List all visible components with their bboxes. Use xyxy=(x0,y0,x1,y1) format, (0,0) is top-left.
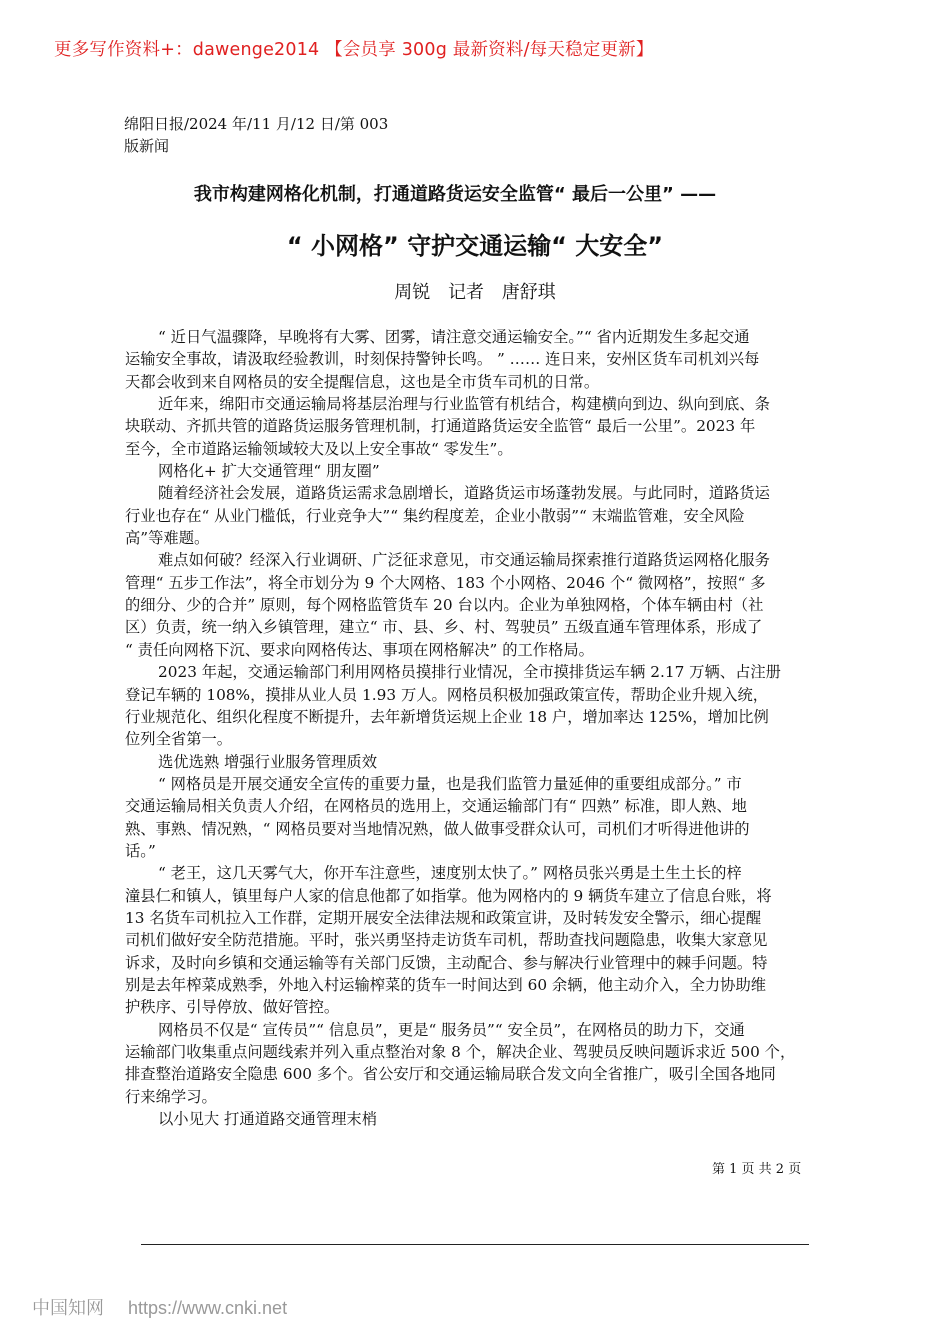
text-line: 随着经济社会发展，道路货运需求急剧增长，道路货运市场蓬勃发展。与此同时，道路货运 xyxy=(158,484,770,503)
text-line: 2023 年起，交通运输部门利用网格员摸排行业情况，全市摸排货运车辆 2.17 万辆、占注册 xyxy=(158,663,781,682)
watermark-brand: 中国知网 xyxy=(32,1298,104,1318)
source-line: 绵阳日报/2024 年/11 月/12 日/第 003 xyxy=(124,115,389,133)
paragraph xyxy=(125,326,837,393)
text-line: 位列全省第一。 xyxy=(125,730,233,749)
article-body xyxy=(125,326,837,1130)
text-line: 选优选熟 增强行业服务管理质效 xyxy=(158,752,378,771)
paragraph xyxy=(125,393,837,460)
article-title: “ 小网格” 守护交通运输“ 大安全” xyxy=(286,232,664,260)
text-line: “ 责任向网格下沉、要求向网格传达、事项在网格解决” 的工作格局。 xyxy=(125,640,594,659)
text-line: 运输部门收集重点问题线索并列入重点整治对象 8 个，解决企业、驾驶员反映问题诉求近 500 个， xyxy=(125,1043,796,1061)
text-line: 13 名货车司机拉入工作群，定期开展安全法律法规和政策宣讲，及时转发安全警示，细心提醒 xyxy=(125,908,762,927)
text-line: 排查整治道路安全隐患 600 多个。省公安厅和交通运输局联合发文向全省推广，吸引全国各地同 xyxy=(125,1065,776,1084)
text-line: 至今，全市道路运输领域较大及以上安全事故“ 零发生”。 xyxy=(125,439,513,458)
text-line: 块联动、齐抓共管的道路货运服务管理机制，打通道路货运安全监管“ 最后一公里”。2023 年 xyxy=(125,417,756,436)
text-line: 行业也存在“ 从业门槛低，行业竞争大”“ 集约程度差，企业小散弱”“ 末端监管难，安全风险 xyxy=(125,506,745,525)
text-line: 交通运输局相关负责人介绍，在网格员的选用上，交通运输部门有“ 四熟” 标准，即人熟、地 xyxy=(125,797,747,816)
page-number: 第 1 页 共 2 页 xyxy=(712,1162,802,1177)
text-line: 熟、事熟、情况熟，“ 网格员要对当地情况熟，做人做事受群众认可，司机们才听得进他讲的 xyxy=(125,819,750,838)
text-line: 高”等难题。 xyxy=(125,529,210,548)
watermark-url: https://www.cnki.net xyxy=(128,1298,288,1318)
cnki-watermark xyxy=(32,1294,311,1320)
section-heading xyxy=(125,751,837,773)
source-info xyxy=(124,113,404,157)
paragraph xyxy=(125,482,837,549)
article-author: 周锐 记者 唐舒琪 xyxy=(394,282,556,303)
text-line: 话。” xyxy=(125,841,156,860)
text-line: 网格化+ 扩大交通管理“ 朋友圈” xyxy=(158,462,380,481)
promo-banner: 更多写作资料+：dawenge2014 【会员享 300g 最新资料/每天稳定更新】 xyxy=(54,40,654,60)
paragraph xyxy=(125,773,837,862)
text-line: “ 老王，这几天雾气大，你开车注意些，速度别太快了。” 网格员张兴勇是土生土长的梓 xyxy=(158,864,742,883)
text-line: 运输安全事故，请汲取经验教训，时刻保持警钟长鸣。 ” …… 连日来，安州区货车司机刘兴每 xyxy=(125,350,760,369)
paragraph xyxy=(125,549,837,661)
paragraph xyxy=(125,661,837,750)
text-line: 别是去年榨菜成熟季，外地入村运输榨菜的货车一时间达到 60 余辆，他主动介入，全力协助维 xyxy=(125,975,767,994)
text-line: 行业规范化、组织化程度不断提升，去年新增货运规上企业 18 户，增加率达 125%，增加比例 xyxy=(125,707,769,726)
text-line: 的细分、少的合并” 原则，每个网格监管货车 20 台以内。企业为单独网格，个体车辆由村（社 xyxy=(125,596,764,615)
text-line: “ 近日气温骤降，早晚将有大雾、团雾，请注意交通运输安全。”“ 省内近期发生多起交通 xyxy=(158,328,750,346)
text-line: “ 网格员是开展交通安全宣传的重要力量，也是我们监管力量延伸的重要组成部分。” 市 xyxy=(158,774,742,793)
article-subtitle: 我市构建网格化机制，打通道路货运安全监管“ 最后一公里” —— xyxy=(193,184,717,205)
text-line: 登记车辆的 108%，摸排从业人员 1.93 万人。网格员积极加强政策宣传，帮助企业升规入统， xyxy=(125,685,769,704)
text-line: 近年来，绵阳市交通运输局将基层治理与行业监管有机结合，构建横向到边、纵向到底、条 xyxy=(158,395,770,414)
paragraph xyxy=(125,862,837,1018)
text-line: 难点如何破？经深入行业调研、广泛征求意见，市交通运输局探索推行道路货运网格化服务 xyxy=(158,551,770,570)
text-line: 区）负责，统一纳入乡镇管理，建立“ 市、县、乡、村、驾驶员” 五级直通车管理体系，形成了 xyxy=(125,618,763,637)
text-line: 天都会收到来自网格员的安全提醒信息，这也是全市货车司机的日常。 xyxy=(125,372,600,391)
paragraph xyxy=(125,1019,837,1108)
text-line: 司机们做好安全防范措施。平时，张兴勇坚持走访货车司机，帮助查找问题隐患，收集大家意见 xyxy=(125,931,768,950)
text-line: 行来绵学习。 xyxy=(125,1087,217,1106)
source-line: 版新闻 xyxy=(124,137,170,155)
text-line: 管理“ 五步工作法”，将全市划分为 9 个大网格、183 个小网格、2046 个“ 微网格”，按照“ 多 xyxy=(125,573,766,592)
section-heading xyxy=(125,460,837,482)
section-heading xyxy=(125,1108,837,1130)
text-line: 以小见大 打通道路交通管理末梢 xyxy=(158,1110,378,1129)
text-line: 网格员不仅是“ 宣传员”“ 信息员”，更是“ 服务员”“ 安全员”，在网格员的助力下，交通 xyxy=(158,1020,745,1039)
text-line: 潼县仁和镇人，镇里每户人家的信息他都了如指掌。他为网格内的 9 辆货车建立了信息台账，将 xyxy=(125,886,772,905)
text-line: 护秩序、引导停放、做好管控。 xyxy=(125,998,340,1017)
footer-divider xyxy=(141,1244,809,1245)
text-line: 诉求，及时向乡镇和交通运输等有关部门反馈，主动配合、参与解决行业管理中的棘手问题。特 xyxy=(125,953,768,972)
